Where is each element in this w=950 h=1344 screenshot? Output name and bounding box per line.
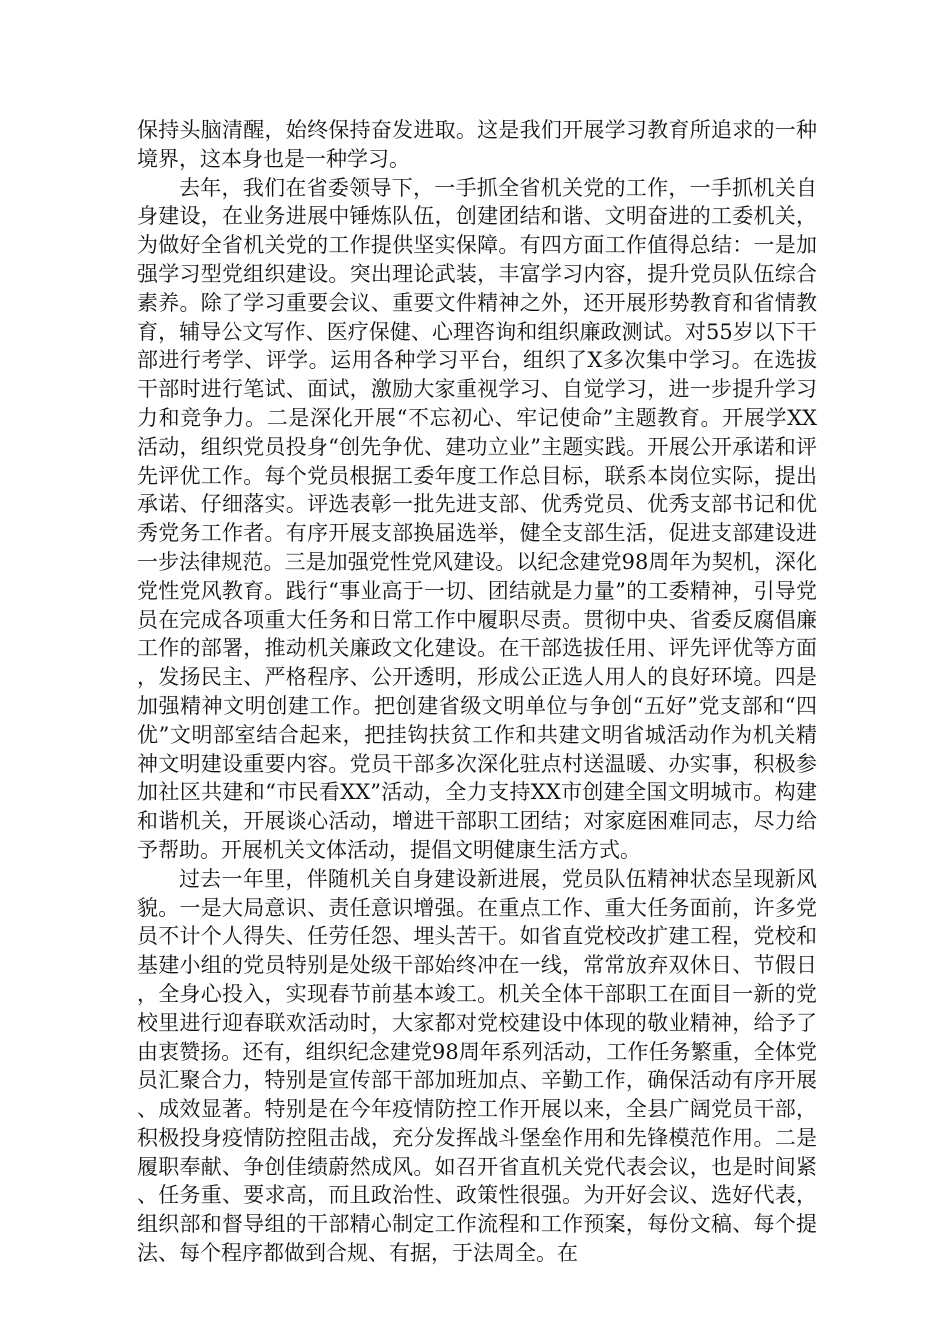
document-body <box>137 116 817 1268</box>
paragraph-continued: 保持头脑清醒，始终保持奋发进取。这是我们开展学习教育所追求的一种境界，这本身也是一种学习。 <box>137 118 817 171</box>
paragraph-last-year-work: 去年，我们在省委领导下，一手抓全省机关党的工作，一手抓机关自身建设，在业务进展中锤炼队伍，创建团结和谐、文明奋进的工委机关，为做好全省机关党的工作提供坚实保障。有四方面工作值得总结：一是加强学习型党组织建设。突出理论武装，丰富学习内容，提升党员队伍综合素养。除了学习重要会议、重要文件精神之外，还开展形势教育和省情教育，辅导公文写作、医疗保健、心理咨询和组织廉政测试。对55岁以下干部进行考学、评学。运用各种学习平台，组织了X多次集中学习。在选拔干部时进行笔试、面试，激励大家重视学习、自觉学习，进一步提升学习力和竞争力。二是深化开展“不忘初心、牢记使命”主题教育。开展学XX活动，组织党员投身“创先争优、建功立业”主题实践。开展公开承诺和评先评优工作。每个党员根据工委年度工作总目标，联系本岗位实际，提出承诺、仔细落实。评选表彰一批先进支部、优秀党员、优秀支部书记和优秀党务工作者。有序开展支部换届选举，健全支部生活，促进支部建设进一步法律规范。三是加强党性党风建设。以纪念建党98周年为契机，深化党性党风教育。践行“事业高于一切、团结就是力量”的工委精神，引导党员在完成各项重大任务和日常工作中履职尽责。贯彻中央、省委反腐倡廉工作的部署，推动机关廉政文化建设。在干部选拔任用、评先评优等方面，发扬民主、严格程序、公开透明，形成公正选人用人的良好环境。四是加强精神文明创建工作。把创建省级文明单位与争创“五好”党支部和“四优”文明部室结合起来，把挂钩扶贫工作和共建文明省城活动作为机关精神文明建设重要内容。党员干部多次深化驻点村送温暖、办实事，积极参加社区共建和“市民看XX”活动，全力支持XX市创建全国文明城市。构建和谐机关，开展谈心活动，增进干部职工团结；对家庭困难同志，尽力给予帮助。开展机关文体活动，提倡文明健康生活方式。 <box>137 175 817 862</box>
paragraph-party-member-spirit: 过去一年里，伴随机关自身建设新进展，党员队伍精神状态呈现新风貌。一是大局意识、责任意识增强。在重点工作、重大任务面前，许多党员不计个人得失、任劳任怨、埋头苦干。如省直党校改扩建工程，党校和基建小组的党员特别是处级干部始终冲在一线，常常放弃双休日、节假日，全身心投入，实现春节前基本竣工。机关全体干部职工在面目一新的党校里进行迎春联欢活动时，大家都对党校建设中体现的敬业精神，给予了由衷赞扬。还有，组织纪念建党98周年系列活动，工作任务繁重，全体党员汇聚合力，特别是宣传部干部加班加点、辛勤工作，确保活动有序开展、成效显著。特别是在今年疫情防控工作开展以来，全县广阔党员干部，积极投身疫情防控阻击战，充分发挥战斗堡垒作用和先锋模范作用。二是履职奉献、争创佳绩蔚然成风。如召开省直机关党代表会议，也是时间紧、任务重、要求高，而且政治性、政策性很强。为开好会议、选好代表，组织部和督导组的干部精心制定工作流程和工作预案，每份文稿、每个提法、每个程序都做到合规、有据，于法周全。在 <box>137 866 817 1266</box>
